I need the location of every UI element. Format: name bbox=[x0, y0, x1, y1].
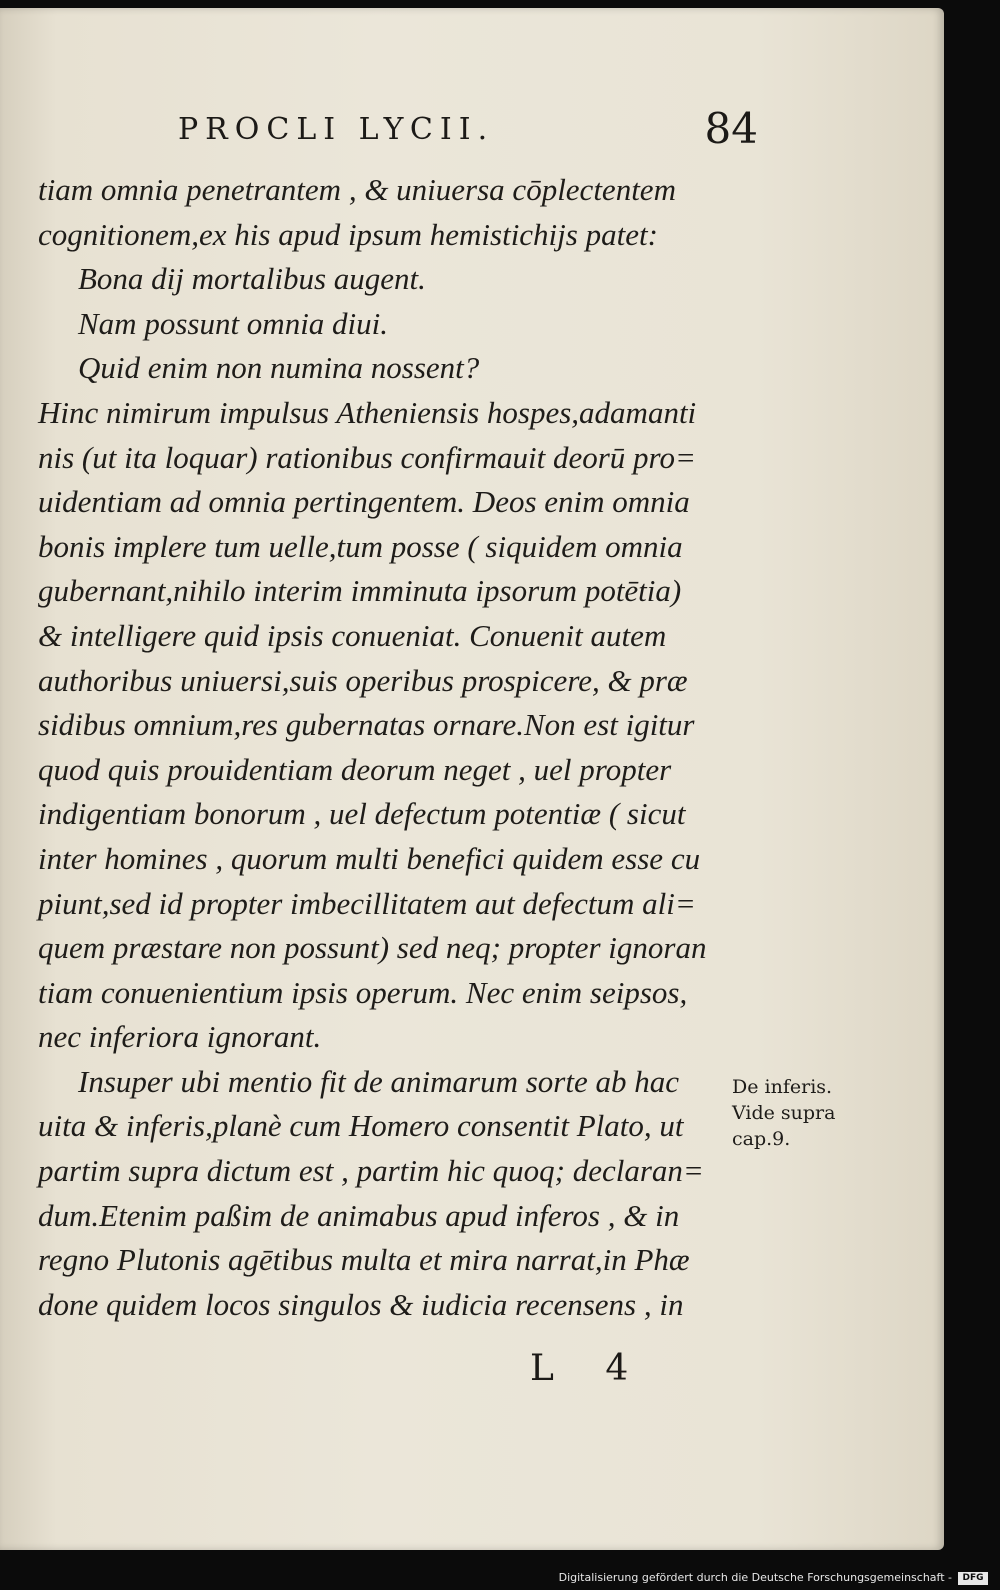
text-line: gubernant,nihilo interim imminuta ipsorum potētia) bbox=[38, 573, 682, 609]
text-line: uidentiam ad omnia pertingentem. Deos enim omnia bbox=[38, 484, 690, 520]
text-line: done quidem locos singulos & iudicia recensens , in bbox=[38, 1286, 684, 1322]
text-line: dum.Etenim paßim de animabus apud inferos , & in bbox=[38, 1197, 680, 1233]
margin-note-line: cap.9. bbox=[732, 1128, 791, 1150]
margin-note bbox=[732, 1074, 872, 1152]
signature-mark: L 4 bbox=[530, 1348, 649, 1389]
text-line: partim supra dictum est , partim hic quoq; declaran= bbox=[38, 1153, 704, 1189]
footer-bar bbox=[0, 1550, 1000, 1590]
text-line: Quid enim non numina nossent? bbox=[78, 350, 480, 386]
text-line: quem præstare non possunt) sed neq; propter ignoran bbox=[38, 930, 707, 966]
funding-credit: Digitalisierung gefördert durch die Deutsche Forschungsgemeinschaft - bbox=[558, 1571, 952, 1584]
text-line: nis (ut ita loquar) rationibus confirmauit deorū pro= bbox=[38, 439, 696, 475]
text-line: uita & inferis,planè cum Homero consentit Plato, ut bbox=[38, 1108, 684, 1144]
text-line: Hinc nimirum impulsus Atheniensis hospes,adamanti bbox=[38, 394, 697, 430]
text-line: Nam possunt omnia diui. bbox=[78, 305, 389, 341]
text-line: bonis implere tum uelle,tum posse ( siquidem omnia bbox=[38, 528, 683, 564]
text-line: quod quis prouidentiam deorum neget , uel propter bbox=[38, 751, 672, 787]
margin-note-line: Vide supra bbox=[732, 1102, 836, 1124]
text-line: piunt,sed id propter imbecillitatem aut defectum ali= bbox=[38, 885, 696, 921]
text-line: sidibus omnium,res gubernatas ornare.Non est igitur bbox=[38, 707, 695, 743]
text-line: regno Plutonis agētibus multa et mira narrat,in Phæ bbox=[38, 1242, 690, 1278]
page-header bbox=[178, 104, 758, 162]
text-line: nec inferiora ignorant. bbox=[38, 1019, 322, 1055]
body-text bbox=[38, 168, 728, 1327]
text-line: & intelligere quid ipsis conueniat. Conuenit autem bbox=[38, 617, 667, 653]
text-line: tiam conuenientium ipsis operum. Nec enim seipsos, bbox=[38, 974, 688, 1010]
running-title: PROCLI LYCII. bbox=[178, 112, 495, 147]
book-page bbox=[0, 8, 944, 1550]
text-line: tiam omnia penetrantem , & uniuersa cōplectentem bbox=[38, 172, 676, 207]
dfg-logo-icon: DFG bbox=[958, 1572, 988, 1585]
text-line: indigentiam bonorum , uel defectum potentiæ ( sicut bbox=[38, 796, 686, 832]
text-line: authoribus uniuersi,suis operibus prospicere, & præ bbox=[38, 662, 688, 698]
text-line: Bona dij mortalibus augent. bbox=[78, 261, 426, 297]
text-line: Insuper ubi mentio fit de animarum sorte ab hac bbox=[78, 1063, 680, 1099]
page-number: 84 bbox=[704, 104, 758, 153]
text-line: cognitionem,ex his apud ipsum hemistichijs patet: bbox=[38, 216, 658, 252]
text-line: inter homines , quorum multi benefici quidem esse cu bbox=[38, 840, 701, 876]
margin-note-line: De inferis. bbox=[732, 1076, 833, 1098]
